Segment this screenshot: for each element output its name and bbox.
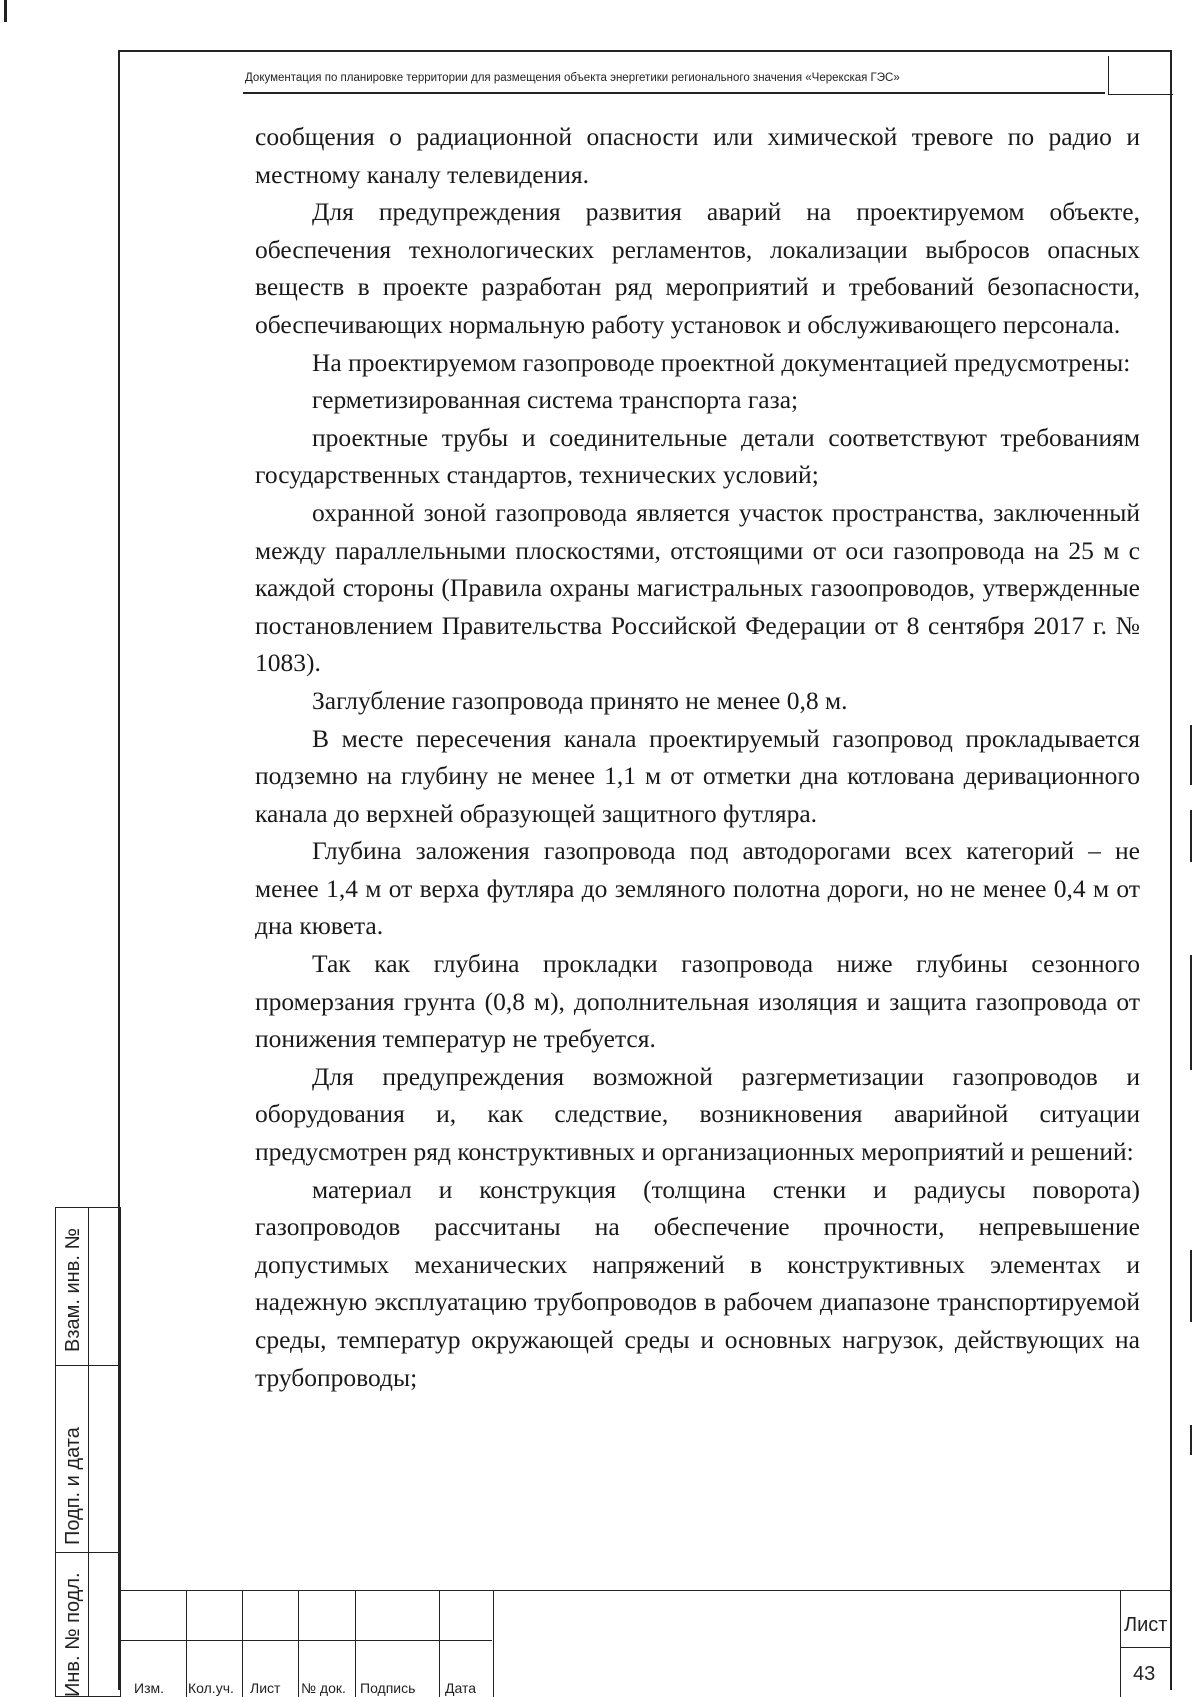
stamp-column-line [439, 1590, 440, 1697]
sheet-number: 43 [1133, 1663, 1156, 1685]
paragraph: Заглубление газопровода принято не менее 0,8 м. [312, 685, 848, 715]
paragraph: Для предупреждения развития аварий на проектируемом объекте, обеспечения технологических регламентов, локализации выбросов опасных веществ в проекте разработан ряд мероприятий и требований безопасности, обеспечивающих нормальную работу установок и обслуживающего персонала. [255, 197, 1140, 339]
scan-edge-mark [1190, 1250, 1192, 1322]
scan-edge-mark [1190, 810, 1192, 862]
paragraph: Для предупреждения возможной разгерметизации газопроводов и оборудования и, как следствие, возникновения аварийной ситуации предусмотрен ряд конструктивных и организационных мероприятий и решений: [255, 1061, 1140, 1167]
paragraph: Так как глубина прокладки газопровода ниже глубины сезонного промерзания грунта (0,8 м), дополнительная изоляция и защита газопровода от понижения температур не требуется. [255, 949, 1140, 1054]
stamp-top-border [120, 1590, 1172, 1591]
sheet-label: Лист [1124, 1614, 1168, 1636]
stamp-column-line [186, 1590, 187, 1697]
stamp-col-list: Лист [250, 1680, 281, 1696]
stamp-column-line [1120, 1590, 1121, 1697]
stamp-col-podpis: Подпись [360, 1680, 416, 1696]
margin-label-inv-podl: Инв. № подл. [62, 1572, 84, 1697]
stamp-col-n-dok: № док. [301, 1680, 346, 1696]
scan-edge-mark [1190, 725, 1192, 785]
scan-edge-mark [4, 0, 7, 22]
paragraph: герметизированная система транспорта газа; [312, 385, 799, 415]
paragraph: охранной зоной газопровода является участок пространства, заключенный между параллельными плоскостями, отстоящими от оси газопровода на 25 м с каждой стороны (Правила охраны магистральных газоопроводов, утвержденные постановлением Правительства Российской Федерации от 8 сентября 2017 г. № 1083). [255, 497, 1140, 678]
stamp-row-line [120, 1640, 492, 1641]
paragraph: материал и конструкция (толщина стенки и радиусы поворота) газопроводов рассчитаны на обеспечение прочности, непревышение допустимых механических напряжений в конструктивных элементах и надежную эксплуатацию трубопроводов в рабочем диапазоне транспортируемой среды, температур окружающей среды и основных нагрузок, действующих на трубопроводы; [255, 1174, 1140, 1392]
paragraph: В месте пересечения канала проектируемый газопровод прокладывается подземно на глубину не менее 1,1 м от отметки дна котлована деривационного канала до верхней образующей защитного футляра. [255, 723, 1140, 828]
paragraph: проектные трубы и соединительные детали соответствуют требованиям государственных стандартов, технических условий; [255, 422, 1140, 490]
header-corner-box [1108, 56, 1173, 95]
stamp-column-line [355, 1590, 356, 1697]
stamp-col-data: Дата [445, 1680, 477, 1696]
paragraph: На проектируемом газопроводе проектной документацией предусмотрены: [312, 347, 1131, 377]
stamp-column-line [493, 1590, 494, 1697]
margin-divider [55, 1552, 121, 1553]
header-divider [243, 92, 1105, 94]
stamp-col-izm: Изм. [134, 1680, 164, 1696]
margin-label-podp-data: Подп. и дата [62, 1427, 84, 1545]
stamp-col-kol-uch: Кол.уч. [188, 1680, 234, 1696]
document-header-title: Документация по планировке территории для размещения объекта энергетики регионального значения «Черекская ГЭС» [245, 72, 900, 84]
paragraph: сообщения о радиационной опасности или химической тревоге по радио и местному каналу телевидения. [255, 122, 1140, 189]
margin-label-vzam-inv: Взам. инв. № [62, 1228, 84, 1352]
sheet-cell-divider [1120, 1647, 1172, 1648]
document-body [255, 118, 1140, 1396]
stamp-column-line [298, 1590, 299, 1697]
scan-edge-mark [1190, 1425, 1192, 1455]
stamp-column-line [242, 1590, 243, 1697]
scan-edge-mark [1190, 955, 1192, 1070]
margin-divider [55, 1365, 121, 1366]
paragraph: Глубина заложения газопровода под автодорогами всех категорий – не менее 1,4 м от верха футляра до земляного полотна дороги, но не менее 0,4 м от дна кювета. [255, 836, 1140, 941]
